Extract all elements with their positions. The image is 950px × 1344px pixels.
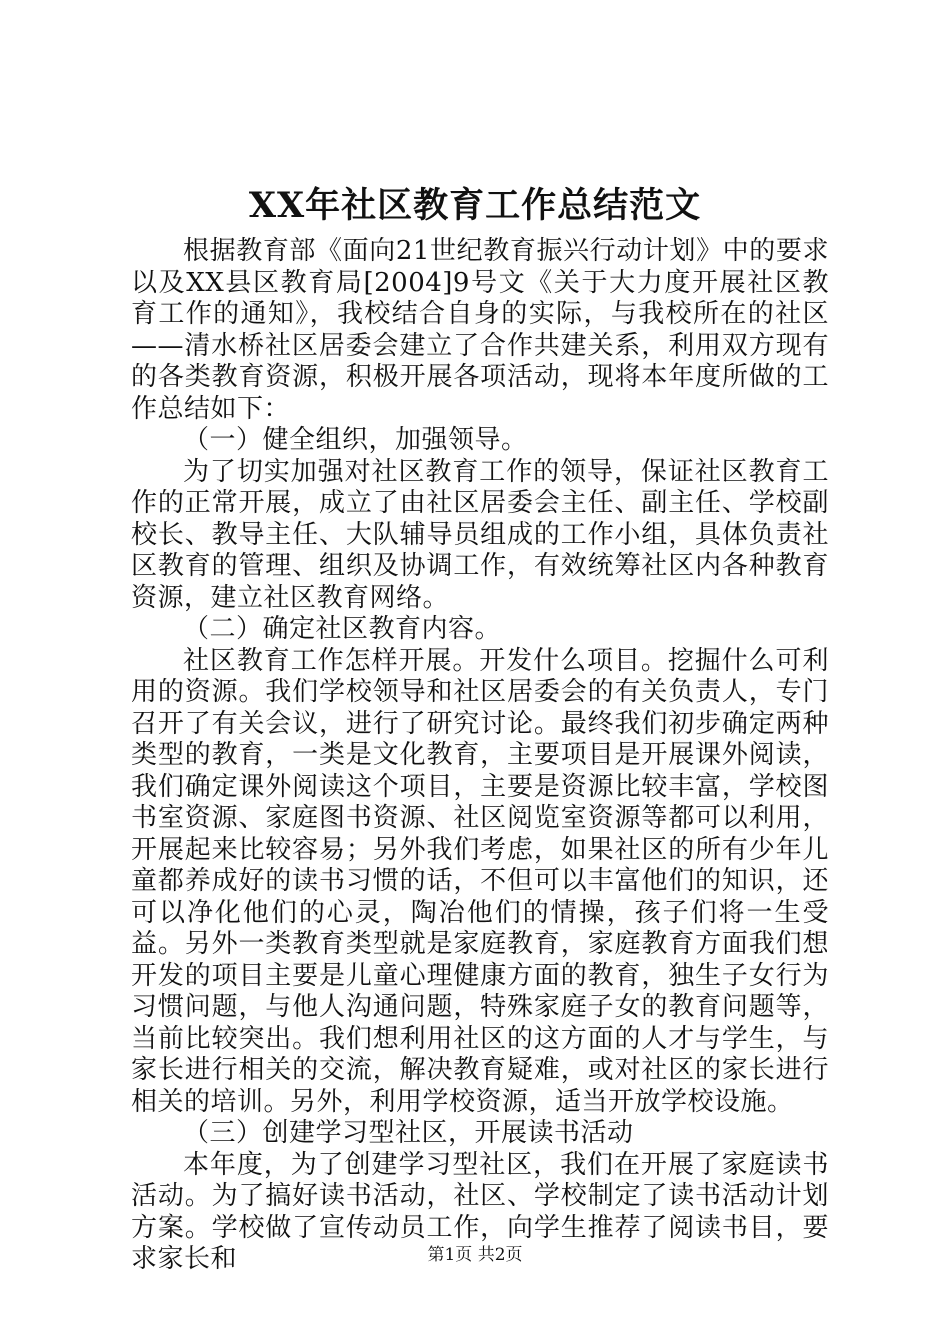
paragraph-reading: 本年度，为了创建学习型社区，我们在开展了家庭读书活动。为了搞好读书活动，社区、学校制定了读书活动计划方案。学校做了宣传动员工作，向学生推荐了阅读书目，要求家长和	[131, 1149, 829, 1274]
paragraph-organization: 为了切实加强对社区教育工作的领导，保证社区教育工作的正常开展，成立了由社区居委会主任、副主任、学校副校长、教导主任、大队辅导员组成的工作小组，具体负责社区教育的管理、组织及协调工作，有效统筹社区内各种教育资源，建立社区教育网络。	[131, 456, 829, 613]
paragraph-intro: 根据教育部《面向21世纪教育振兴行动计划》中的要求以及XX县区教育局[2004]9号文《关于大力度开展社区教育工作的通知》，我校结合自身的实际，与我校所在的社区——清水桥社区居委会建立了合作共建关系，利用双方现有的各类教育资源，积极开展各项活动，现将本年度所做的工作总结如下：	[131, 236, 829, 424]
page-footer: 第1页 共2页	[427, 1245, 523, 1265]
section-heading-1: （一）健全组织，加强领导。	[183, 425, 528, 455]
document-body	[131, 236, 829, 1276]
document-title: XX年社区教育工作总结范文	[248, 185, 702, 226]
section-heading-3: （三）创建学习型社区，开展读书活动	[183, 1118, 634, 1148]
paragraph-content: 社区教育工作怎样开展。开发什么项目。挖掘什么可利用的资源。我们学校领导和社区居委会的有关负责人，专门召开了有关会议，进行了研究讨论。最终我们初步确定两种类型的教育，一类是文化教育，主要项目是开展课外阅读，我们确定课外阅读这个项目，主要是资源比较丰富，学校图书室资源、家庭图书资源、社区阅览室资源等都可以利用，开展起来比较容易；另外我们考虑，如果社区的所有少年儿童都养成好的读书习惯的话，不但可以丰富他们的知识，还可以净化他们的心灵，陶冶他们的情操，孩子们将一生受益。另外一类教育类型就是家庭教育，家庭教育方面我们想开发的项目主要是儿童心理健康方面的教育，独生子女行为习惯问题，与他人沟通问题，特殊家庭子女的教育问题等，当前比较突出。我们想利用社区的这方面的人才与学生，与家长进行相关的交流，解决教育疑难，或对社区的家长进行相关的培训。另外，利用学校资源，适当开放学校设施。	[131, 645, 829, 1117]
section-heading-2: （二）确定社区教育内容。	[183, 614, 502, 644]
